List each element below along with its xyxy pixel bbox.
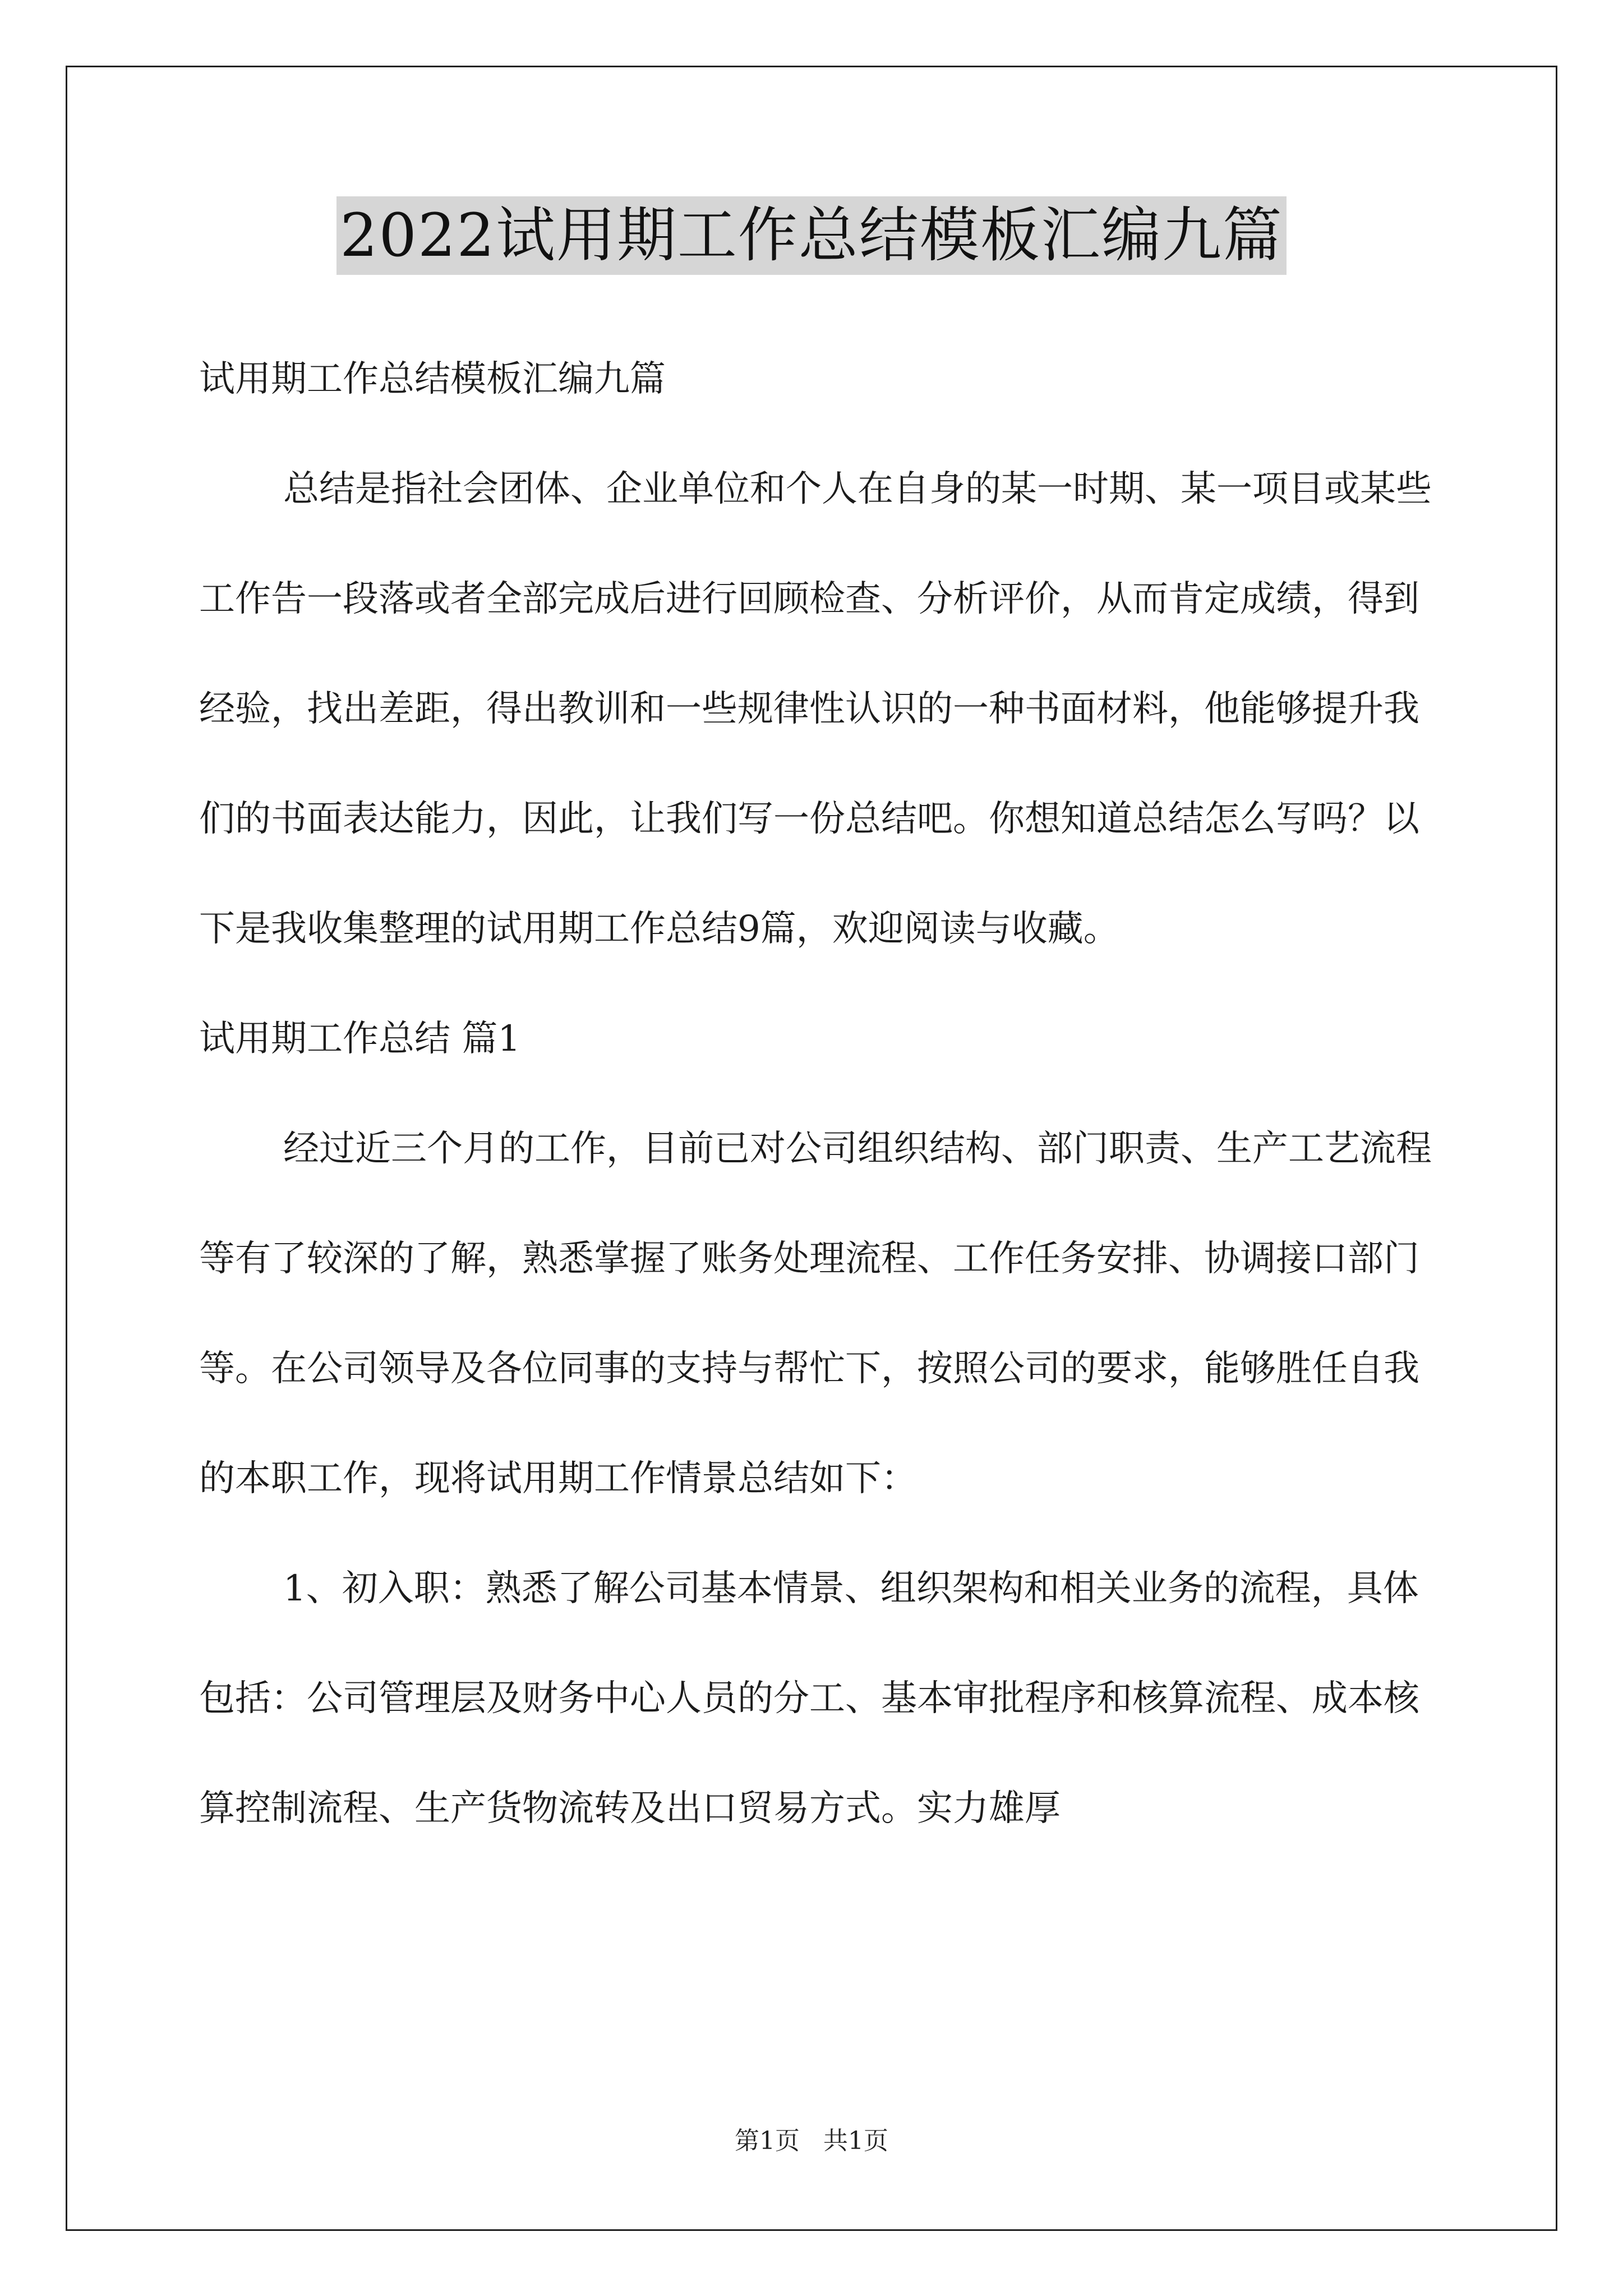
document-body — [199, 324, 1433, 1864]
document-title: 2022试用期工作总结模板汇编九篇 — [336, 196, 1287, 275]
paragraph-intro: 总结是指社会团体、企业单位和个人在自身的某一时期、某一项目或某些工作告一段落或者全部完成后进行回顾检查、分析评价，从而肯定成绩，得到经验，找出差距，得出教训和一些规律性认识的一种书面材料，他能够提升我们的书面表达能力，因此，让我们写一份总结吧。你想知道总结怎么写吗？以下是我收集整理的试用期工作总结9篇，欢迎阅读与收藏。 — [199, 468, 1432, 950]
page-number-total: 共1页 — [823, 2127, 888, 2155]
paragraph-section-heading: 试用期工作总结 篇1 — [199, 1018, 521, 1060]
title-container — [0, 196, 1623, 275]
paragraph-summary: 经过近三个月的工作，目前已对公司组织结构、部门职责、生产工艺流程等有了较深的了解，熟悉掌握了账务处理流程、工作任务安排、协调接口部门等。在公司领导及各位同事的支持与帮忙下，按照公司的要求，能够胜任自我的本职工作，现将试用期工作情景总结如下： — [199, 1128, 1432, 1499]
page-footer — [0, 2120, 1623, 2156]
paragraph-item-1: 1、初入职：熟悉了解公司基本情景、组织架构和相关业务的流程，具体包括：公司管理层及财务中心人员的分工、基本审批程序和核算流程、成本核算控制流程、生产货物流转及出口贸易方式。实力雄厚 — [199, 1568, 1419, 1829]
page-number-current: 第1页 — [735, 2127, 800, 2155]
paragraph-subtitle: 试用期工作总结模板汇编九篇 — [199, 358, 666, 400]
